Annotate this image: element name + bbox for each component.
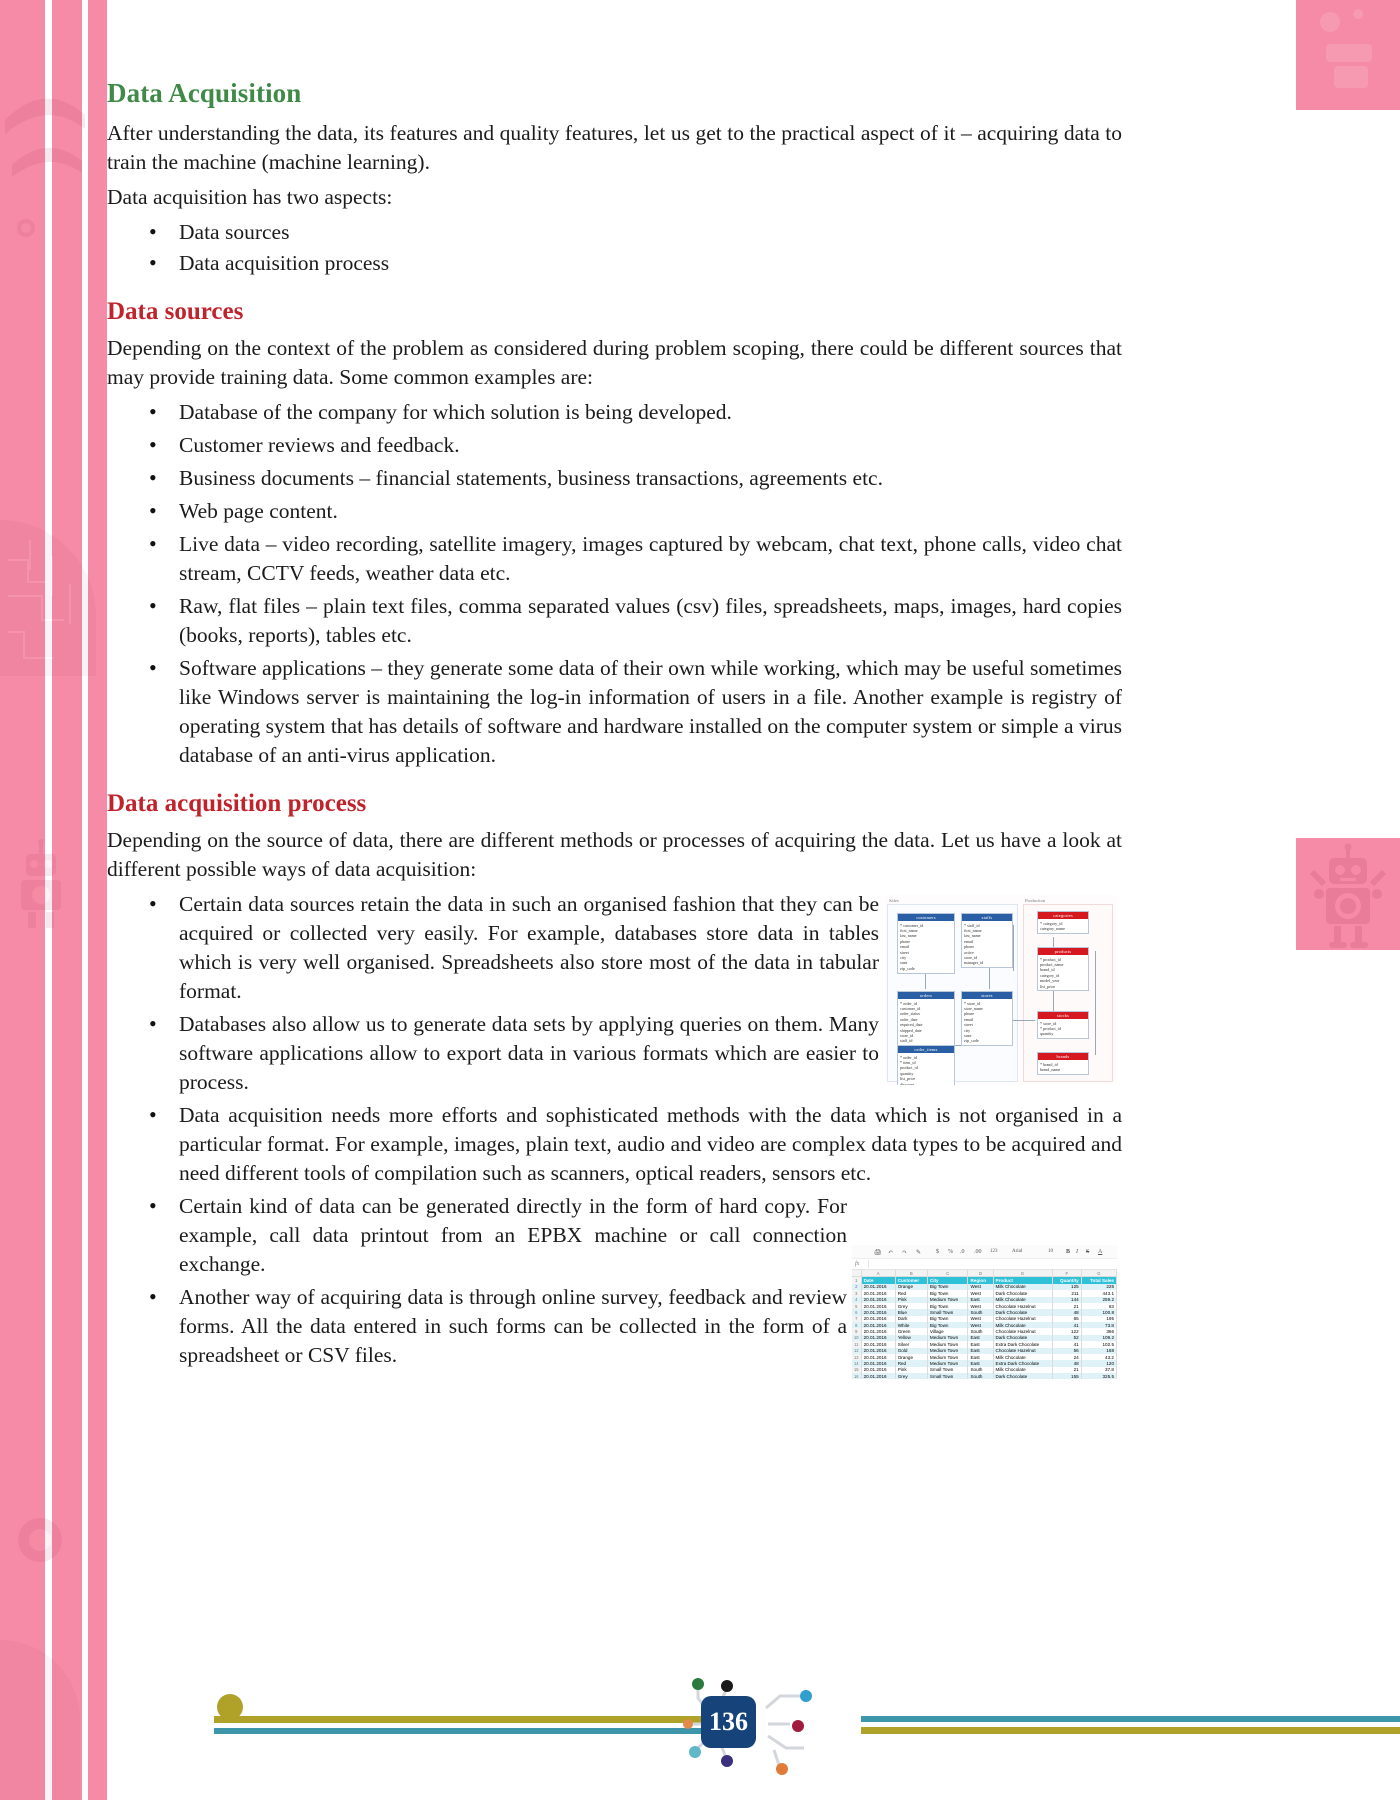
- er-table-title: stocks: [1038, 1012, 1088, 1019]
- er-field: * store_id: [1040, 1020, 1057, 1026]
- table-cell[interactable]: Grey: [895, 1303, 927, 1309]
- text-color-button[interactable]: A: [1098, 1249, 1103, 1255]
- er-table-title: orders: [898, 992, 954, 999]
- er-field: state: [964, 1032, 972, 1038]
- table-cell[interactable]: 259.2: [1081, 1297, 1116, 1303]
- list-aspects: [107, 218, 1122, 278]
- decimal-decrease-icon[interactable]: .0: [960, 1249, 965, 1255]
- table-cell[interactable]: Medium Town: [927, 1360, 968, 1366]
- table-cell[interactable]: Orange: [895, 1354, 927, 1360]
- table-cell[interactable]: 20.01.2016: [861, 1316, 895, 1322]
- table-cell[interactable]: Medium Town: [927, 1341, 968, 1347]
- table-cell[interactable]: Grey: [895, 1373, 927, 1379]
- italic-button[interactable]: I: [1076, 1249, 1078, 1255]
- list-item: • Another way of acquiring data is through online survey, feedback and review forms. All the data entered in such forms can be collected in the form of a spreadsheet or CSV files.: [107, 1283, 847, 1370]
- table-cell[interactable]: Medium Town: [927, 1297, 968, 1303]
- table-cell[interactable]: Gold: [895, 1348, 927, 1354]
- column-letter[interactable]: B: [895, 1270, 927, 1277]
- text-column: [107, 78, 1122, 1376]
- er-field: email: [964, 1016, 974, 1022]
- footer-node-dot: [689, 1746, 701, 1758]
- table-cell[interactable]: Big Town: [927, 1303, 968, 1309]
- paint-format-icon[interactable]: ✎: [916, 1250, 922, 1256]
- table-cell[interactable]: East: [968, 1341, 993, 1347]
- formula-label: fx: [855, 1261, 860, 1267]
- table-cell[interactable]: 48: [1052, 1309, 1081, 1315]
- er-table-brands: [1037, 1052, 1089, 1075]
- table-cell[interactable]: 41: [1052, 1341, 1081, 1347]
- list-item: • Business documents – financial statements, business transactions, agreements etc.: [107, 464, 1122, 493]
- er-field: * product_id: [1040, 1025, 1061, 1031]
- table-cell[interactable]: 325.5: [1081, 1373, 1116, 1379]
- er-field: zip_code: [900, 965, 915, 971]
- table-cell[interactable]: 20.01.2016: [861, 1303, 895, 1309]
- footer-network-decoration-right: [754, 1670, 914, 1790]
- list-item: • Database of the company for which solution is being developed.: [107, 398, 1122, 427]
- list-item: • Customer reviews and feedback.: [107, 431, 1122, 460]
- footer-dot-left: [217, 1694, 243, 1720]
- row-number[interactable]: 5: [852, 1303, 861, 1309]
- table-cell[interactable]: South: [968, 1328, 993, 1334]
- er-field: last_name: [964, 933, 981, 939]
- table-cell[interactable]: Chocolate Hazelnut: [993, 1303, 1052, 1309]
- percent-icon[interactable]: %: [948, 1249, 953, 1255]
- table-cell[interactable]: Big Town: [927, 1284, 968, 1290]
- er-field: store_id: [964, 954, 978, 960]
- row-number[interactable]: 16: [852, 1373, 861, 1379]
- header-cell[interactable]: Total Sales: [1081, 1277, 1116, 1284]
- er-field: order_status: [900, 1011, 921, 1017]
- font-size-select[interactable]: 10: [1048, 1249, 1053, 1254]
- table-cell[interactable]: 43.2: [1081, 1354, 1116, 1360]
- table-cell[interactable]: 56: [1052, 1348, 1081, 1354]
- er-field: city: [964, 1027, 971, 1033]
- er-zone-label-production: Production: [1025, 898, 1046, 903]
- er-field: * product_id: [1040, 956, 1061, 962]
- spreadsheet-grid[interactable]: [852, 1270, 1117, 1379]
- column-letter[interactable]: D: [968, 1270, 993, 1277]
- list-item: • Software applications – they generate some data of their own while working, which may be useful sometimes like Windows server is maintaining the log-in information of users in a file. Another example is registry of operating system that has details of software and hardware installed on the computer system or simple a virus database of an anti-virus application.: [107, 654, 1122, 770]
- list-item: • Web page content.: [107, 497, 1122, 526]
- header-cell[interactable]: Product: [993, 1277, 1052, 1284]
- er-field: list_price: [900, 1076, 916, 1082]
- paragraph-process-intro: Depending on the source of data, there are different methods or processes of acquiring the data. Let us have a look at different possible ways of data acquisition:: [107, 828, 1122, 881]
- list-item: • Certain data sources retain the data in such an organised fashion that they can be acquired or collected very easily. For example, databases store data in tables which is very well organised. Spreadsheets also store most of the data in tabular format.: [107, 890, 879, 1006]
- er-field-list: [1038, 955, 1088, 990]
- er-connector: [1053, 989, 1054, 1011]
- table-cell[interactable]: Pink: [895, 1367, 927, 1373]
- table-cell[interactable]: Dark: [895, 1316, 927, 1322]
- table-cell[interactable]: 20.01.2016: [861, 1373, 895, 1379]
- table-cell[interactable]: South: [968, 1367, 993, 1373]
- er-field: order_date: [900, 1016, 918, 1022]
- list-data-sources: [107, 398, 1122, 770]
- footer-node-dot: [800, 1690, 812, 1702]
- row-number[interactable]: 14: [852, 1360, 861, 1366]
- table-cell[interactable]: Orange: [895, 1284, 927, 1290]
- decimal-increase-icon[interactable]: .00: [974, 1249, 982, 1255]
- table-cell[interactable]: 20.01.2016: [861, 1328, 895, 1334]
- er-field-list: [962, 921, 1012, 967]
- er-field-list: [1038, 1060, 1088, 1074]
- table-cell[interactable]: 144: [1052, 1297, 1081, 1303]
- page-footer: [214, 1670, 1400, 1800]
- er-field: first_name: [964, 927, 982, 933]
- table-cell[interactable]: 122: [1052, 1328, 1081, 1334]
- er-table-title: customers: [898, 914, 954, 921]
- er-field: quantity: [1040, 1031, 1054, 1037]
- decor-strip-middle: [52, 0, 82, 1800]
- er-field: quantity: [900, 1070, 914, 1076]
- er-field: active: [964, 949, 974, 955]
- er-field-list: [962, 999, 1012, 1045]
- table-cell[interactable]: Big Town: [927, 1316, 968, 1322]
- table-cell[interactable]: Milk Chocolate: [993, 1297, 1052, 1303]
- table-cell[interactable]: Milk Chocolate: [993, 1284, 1052, 1290]
- table-cell[interactable]: Milk Chocolate: [993, 1322, 1052, 1328]
- er-table-customers: [897, 913, 955, 974]
- table-cell[interactable]: 120: [1081, 1360, 1116, 1366]
- er-table-products: [1037, 947, 1089, 991]
- decor-strip-inner: [88, 0, 107, 1800]
- table-cell[interactable]: Small Town: [927, 1373, 968, 1379]
- er-table-orders: [897, 991, 955, 1046]
- paragraph-intro-2: Data acquisition has two aspects:: [107, 185, 393, 209]
- table-cell[interactable]: 52: [1052, 1335, 1081, 1341]
- table-cell[interactable]: 20.01.2016: [861, 1335, 895, 1341]
- er-connector: [989, 967, 990, 989]
- heading-data-sources: Data sources: [107, 298, 244, 325]
- table-cell[interactable]: East: [968, 1348, 993, 1354]
- paragraph-intro-1: After understanding the data, its features and quality features, let us get to the practical aspect of it – acquiring data to train the machine (machine learning).: [107, 121, 1122, 174]
- decor-strip-outer: [0, 0, 45, 1800]
- row-number[interactable]: 10: [852, 1335, 861, 1341]
- er-field: zip_code: [964, 1038, 979, 1044]
- formula-bar[interactable]: [852, 1259, 1117, 1270]
- table-cell[interactable]: 225: [1081, 1284, 1116, 1290]
- strikethrough-button[interactable]: S: [1086, 1249, 1090, 1255]
- er-field: store_name: [964, 1005, 983, 1011]
- er-field: category_id: [1040, 972, 1060, 978]
- undo-icon[interactable]: ↶: [888, 1250, 894, 1256]
- table-cell[interactable]: 48: [1052, 1360, 1081, 1366]
- table-cell[interactable]: Big Town: [927, 1322, 968, 1328]
- list-item: • Data acquisition needs more efforts and sophisticated methods with the data which is not organised in a particular format. For example, images, plain text, audio and video are complex data types to be acquired and need different tools of compilation such as scanners, optical readers, sensors etc.: [107, 1101, 1122, 1188]
- er-field: required_date: [900, 1022, 923, 1028]
- table-row[interactable]: [852, 1373, 1117, 1379]
- table-cell[interactable]: Small Town: [927, 1367, 968, 1373]
- font-name-select[interactable]: Arial: [1012, 1249, 1023, 1254]
- header-cell[interactable]: Quantity: [1052, 1277, 1081, 1284]
- list-item: • Databases also allow us to generate data sets by applying queries on them. Many software applications allow to export data in various formats which are easier to process.: [107, 1010, 879, 1097]
- er-field: * staff_id: [964, 922, 980, 928]
- er-field: last_name: [900, 933, 917, 939]
- table-cell[interactable]: 20.01.2016: [861, 1360, 895, 1366]
- er-field: manager_id: [964, 960, 984, 966]
- er-field: * order_id: [900, 1000, 917, 1006]
- spreadsheet-data-rows: [852, 1284, 1117, 1380]
- er-field: phone: [900, 938, 911, 944]
- row-number[interactable]: 8: [852, 1322, 861, 1328]
- footer-rule-olive-right: [861, 1727, 1400, 1734]
- table-cell[interactable]: 125: [1052, 1284, 1081, 1290]
- row-number[interactable]: 1: [852, 1277, 861, 1284]
- table-cell[interactable]: Medium Town: [927, 1335, 968, 1341]
- table-cell[interactable]: 443.1: [1081, 1290, 1116, 1296]
- er-field: * order_id: [900, 1054, 917, 1060]
- list-item: • Live data – video recording, satellite imagery, images captured by webcam, chat text, phone calls, video chat stream, CCTV feeds, weather data etc.: [107, 530, 1122, 588]
- corner-cell[interactable]: [852, 1270, 861, 1277]
- er-table-order-items: [897, 1045, 955, 1085]
- row-number[interactable]: 11: [852, 1341, 861, 1347]
- table-cell[interactable]: Chocolate Hazelnut: [993, 1328, 1052, 1334]
- redo-icon[interactable]: ↷: [902, 1250, 908, 1256]
- er-field-list: [1038, 1019, 1088, 1038]
- column-letter[interactable]: C: [927, 1270, 968, 1277]
- er-field: product_name: [1040, 961, 1064, 967]
- footer-rule-teal-right: [861, 1716, 1400, 1722]
- er-table-title: categories: [1038, 912, 1088, 919]
- table-cell[interactable]: 20.01.2016: [861, 1290, 895, 1296]
- table-cell[interactable]: White: [895, 1322, 927, 1328]
- table-cell[interactable]: 20.01.2016: [861, 1309, 895, 1315]
- er-field: email: [900, 944, 910, 950]
- table-cell[interactable]: Village: [927, 1328, 968, 1334]
- row-number[interactable]: 12: [852, 1348, 861, 1354]
- table-cell[interactable]: Dark Chocolate: [993, 1290, 1052, 1296]
- footer-node-dot: [692, 1678, 704, 1690]
- table-cell[interactable]: Medium Town: [927, 1348, 968, 1354]
- figure-er-diagram: [885, 895, 1117, 1085]
- table-cell[interactable]: 20.01.2016: [861, 1341, 895, 1347]
- footer-node-dot: [721, 1755, 733, 1767]
- footer-rule-olive-left: [214, 1716, 714, 1723]
- er-field: street: [900, 949, 909, 955]
- er-field: brand_name: [1040, 1066, 1061, 1072]
- table-cell[interactable]: Big Town: [927, 1290, 968, 1296]
- table-cell[interactable]: Medium Town: [927, 1354, 968, 1360]
- er-field-list: [898, 1053, 954, 1085]
- table-cell[interactable]: Chocolate Hazelnut: [993, 1316, 1052, 1322]
- row-number[interactable]: 9: [852, 1328, 861, 1334]
- er-field: first_name: [900, 927, 918, 933]
- table-cell[interactable]: West: [968, 1303, 993, 1309]
- table-cell[interactable]: 20.01.2016: [861, 1348, 895, 1354]
- column-header-row: [852, 1270, 1117, 1277]
- er-table-title: staffs: [962, 914, 1012, 921]
- row-number[interactable]: 6: [852, 1309, 861, 1315]
- er-field: discount: [900, 1081, 914, 1085]
- header-cell[interactable]: Customer: [895, 1277, 927, 1284]
- table-cell[interactable]: 366: [1081, 1328, 1116, 1334]
- table-cell[interactable]: 195: [1081, 1316, 1116, 1322]
- er-table-title: stores: [962, 992, 1012, 999]
- er-field: street: [964, 1022, 973, 1028]
- er-table-staffs: [961, 913, 1013, 968]
- table-cell[interactable]: East: [968, 1360, 993, 1366]
- footer-node-dot: [776, 1763, 788, 1775]
- table-cell[interactable]: 102.5: [1081, 1341, 1116, 1347]
- number-format-button[interactable]: 123: [990, 1249, 998, 1254]
- list-item: • Certain kind of data can be generated directly in the form of hard copy. For example, call data printout from an EPBX machine or call connection exchange.: [107, 1192, 847, 1279]
- table-cell[interactable]: 41: [1052, 1322, 1081, 1328]
- table-cell[interactable]: 63: [1081, 1303, 1116, 1309]
- table-cell[interactable]: West: [968, 1322, 993, 1328]
- table-cell[interactable]: 155: [1052, 1373, 1081, 1379]
- er-connector: [1013, 925, 1014, 971]
- column-letter[interactable]: E: [993, 1270, 1052, 1277]
- page-content: [107, 0, 1400, 1800]
- table-cell[interactable]: West: [968, 1290, 993, 1296]
- table-cell[interactable]: 65: [1052, 1316, 1081, 1322]
- table-cell[interactable]: Red: [895, 1290, 927, 1296]
- footer-node-dot: [683, 1719, 693, 1729]
- table-cell[interactable]: 21: [1052, 1303, 1081, 1309]
- row-number[interactable]: 15: [852, 1367, 861, 1373]
- spreadsheet-toolbar: [852, 1245, 1117, 1259]
- table-cell[interactable]: East: [968, 1297, 993, 1303]
- er-field: brand_id: [1040, 967, 1055, 973]
- table-cell[interactable]: Milk Chocolate: [993, 1367, 1052, 1373]
- table-cell[interactable]: Extra Dark Chocolate: [993, 1341, 1052, 1347]
- table-cell[interactable]: 20.01.2016: [861, 1297, 895, 1303]
- row-number[interactable]: 7: [852, 1316, 861, 1322]
- table-cell[interactable]: Silver: [895, 1341, 927, 1347]
- footer-node-dot: [792, 1720, 804, 1732]
- table-cell[interactable]: 37.8: [1081, 1367, 1116, 1373]
- spreadsheet-body: [852, 1270, 1117, 1284]
- table-cell[interactable]: 20.01.2016: [861, 1367, 895, 1373]
- table-cell[interactable]: East: [968, 1354, 993, 1360]
- er-field: * item_id: [900, 1059, 916, 1065]
- table-header-row: [852, 1277, 1117, 1284]
- row-number[interactable]: 2: [852, 1284, 861, 1290]
- table-cell[interactable]: Dark Chocolate: [993, 1335, 1052, 1341]
- table-cell[interactable]: 21: [1052, 1367, 1081, 1373]
- er-zone-label-sales: Sales: [889, 898, 899, 903]
- column-letter[interactable]: A: [861, 1270, 895, 1277]
- er-field: shipped_date: [900, 1027, 922, 1033]
- list-item: • Data acquisition process: [107, 249, 1122, 278]
- print-icon[interactable]: 🖨: [874, 1250, 882, 1256]
- page-number-badge: 136: [701, 1696, 756, 1748]
- table-cell[interactable]: Milk Chocolate: [993, 1354, 1052, 1360]
- figure-spreadsheet: [852, 1245, 1117, 1425]
- er-field: * store_id: [964, 1000, 981, 1006]
- table-cell[interactable]: 100.8: [1081, 1309, 1116, 1315]
- table-cell[interactable]: Blue: [895, 1309, 927, 1315]
- table-cell[interactable]: 109.2: [1081, 1335, 1116, 1341]
- er-table-title: brands: [1038, 1053, 1088, 1060]
- header-cell[interactable]: Date: [861, 1277, 895, 1284]
- row-number[interactable]: 4: [852, 1297, 861, 1303]
- table-cell[interactable]: Green: [895, 1328, 927, 1334]
- column-letter[interactable]: F: [1052, 1270, 1081, 1277]
- header-cell[interactable]: City: [927, 1277, 968, 1284]
- row-number[interactable]: 3: [852, 1290, 861, 1296]
- er-field: email: [964, 938, 974, 944]
- table-cell[interactable]: 20.01.2016: [861, 1322, 895, 1328]
- footer-node-dot: [721, 1680, 733, 1692]
- table-cell[interactable]: 168: [1081, 1348, 1116, 1354]
- paragraph-sources-intro: Depending on the context of the problem as considered during problem scoping, there could be different sources that may provide training data. Some common examples are:: [107, 336, 1122, 389]
- header-cell[interactable]: Region: [968, 1277, 993, 1284]
- table-cell[interactable]: West: [968, 1316, 993, 1322]
- table-cell[interactable]: West: [968, 1284, 993, 1290]
- er-table-title: products: [1038, 948, 1088, 955]
- er-table-title: order_items: [898, 1046, 954, 1053]
- er-field: state: [900, 960, 908, 966]
- er-field: staff_id: [900, 1038, 913, 1044]
- er-table-stores: [961, 991, 1013, 1046]
- table-cell[interactable]: Small Town: [927, 1309, 968, 1315]
- er-field: * category_id: [1040, 920, 1063, 926]
- column-letter[interactable]: G: [1081, 1270, 1116, 1277]
- currency-icon[interactable]: $: [936, 1249, 939, 1255]
- er-field: phone: [964, 1011, 975, 1017]
- table-cell[interactable]: Chocolate Hazelnut: [993, 1348, 1052, 1354]
- er-field: customer_id: [900, 1005, 921, 1011]
- er-field: store_id: [900, 1032, 914, 1038]
- table-cell[interactable]: Yellow: [895, 1335, 927, 1341]
- footer-rule-teal-left: [214, 1728, 714, 1734]
- er-table-stocks: [1037, 1011, 1089, 1039]
- er-field: category_name: [1040, 925, 1066, 931]
- heading-data-acquisition: Data Acquisition: [107, 78, 302, 108]
- table-cell[interactable]: Dark Chocolate: [993, 1309, 1052, 1315]
- table-cell[interactable]: South: [968, 1309, 993, 1315]
- table-cell[interactable]: Pink: [895, 1297, 927, 1303]
- er-field-list: [898, 999, 954, 1045]
- bold-button[interactable]: B: [1066, 1249, 1071, 1255]
- row-number[interactable]: 13: [852, 1354, 861, 1360]
- table-cell[interactable]: Dark Chocolate: [993, 1373, 1052, 1379]
- heading-acquisition-process: Data acquisition process: [107, 790, 367, 817]
- table-cell[interactable]: 73.8: [1081, 1322, 1116, 1328]
- table-cell[interactable]: Extra Dark Chocolate: [993, 1360, 1052, 1366]
- er-table-categories: [1037, 911, 1089, 934]
- table-cell[interactable]: 24: [1052, 1354, 1081, 1360]
- er-field: city: [900, 954, 907, 960]
- table-cell[interactable]: South: [968, 1373, 993, 1379]
- er-field: * brand_id: [1040, 1061, 1058, 1067]
- list-item: • Raw, flat files – plain text files, comma separated values (csv) files, spreadsheets, maps, images, hard copies (books, reports), tables etc.: [107, 592, 1122, 650]
- table-cell[interactable]: 20.01.2016: [861, 1354, 895, 1360]
- table-cell[interactable]: 211: [1052, 1290, 1081, 1296]
- er-field: list_price: [1040, 983, 1056, 989]
- formula-input[interactable]: [868, 1260, 1117, 1268]
- er-field-list: [898, 921, 954, 973]
- table-cell[interactable]: 20.01.2016: [861, 1284, 895, 1290]
- er-connector: [1095, 951, 1096, 1055]
- table-cell[interactable]: Red: [895, 1360, 927, 1366]
- er-field: product_id: [900, 1065, 918, 1071]
- er-field: * customer_id: [900, 922, 924, 928]
- er-field: model_year: [1040, 978, 1060, 984]
- list-item: • Data sources: [107, 218, 1122, 247]
- table-cell[interactable]: East: [968, 1335, 993, 1341]
- er-field: phone: [964, 944, 975, 950]
- er-field-list: [1038, 919, 1088, 933]
